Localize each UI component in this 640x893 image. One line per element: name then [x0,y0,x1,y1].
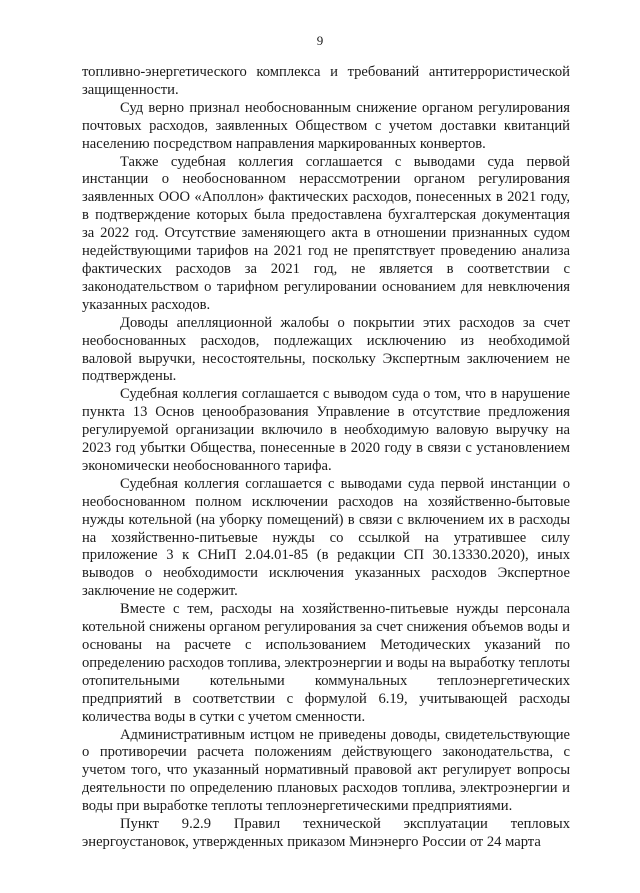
paragraph-appeal-arguments: Доводы апелляционной жалобы о покрытии этих расходов за счет необоснованных расходов, подлежащих исключению из необходимой валовой выручки, несостоятельны, поскольку Экспертным заключением не подтверждены. [82,314,570,385]
paragraph-postal-expenses: Суд верно признал необоснованным снижение органом регулирования почтовых расходов, заявленных Обществом с учетом доставки квитанций населению посредством направления маркированных конвертов. [82,99,570,152]
page-number: 9 [316,33,324,48]
document-body [82,64,570,852]
paragraph-drinking-water-needs: Вместе с тем, расходы на хозяйственно-питьевые нужды персонала котельной снижены органом регулирования за счет снижения объемов воды и основаны на расчете с использованием Методических указаний по определению расходов топлива, электроэнергии и воды на выработку теплоты отопительными котельными коммунальных теплоэнергетических предприятий в соответствии с формулой 6.19, учитывающей расходы количества воды в сутки с учетом сменности. [82,601,570,725]
paragraph-rules-clause: Пункт 9.2.9 Правил технической эксплуатации тепловых энергоустановок, утвержденных приказом Минэнерго России от 24 марта [82,816,570,850]
paragraph-losses-2020: Судебная коллегия соглашается с выводом суда о том, что в нарушение пункта 13 Основ ценообразования Управление в отсутствие предложения регулируемой организации включило в необходимую валовую выручку на 2023 год убытки Общества, понесенные в 2020 году в связи с установлением экономически необоснованного тарифа. [82,386,570,474]
paragraph-actual-expenses-2021: Также судебная коллегия соглашается с выводами суда первой инстанции о необоснованном нерассмотрении органом регулирования заявленных ООО «Аполлон» фактических расходов, понесенных в 2021 году, в подтверждение которых была предоставлена бухгалтерская документация за 2022 год. Отсутствие заменяющего акта в отношении признанных судом недействующими тарифов на 2021 год не препятствует проведению анализа фактических расходов за 2021 год, не является в соответствии с законодательством о тарифном регулировании основанием для невключения указанных расходов. [82,153,570,313]
paragraph-household-needs: Судебная коллегия соглашается с выводами суда первой инстанции о необоснованном полном исключении расходов на хозяйственно-бытовые нужды котельной (на уборку помещений) в связи с включением их в расходы на хозяйственно-питьевые нужды со ссылкой на утратившее силу приложение 3 к СНиП 2.04.01-85 (в редакции СП 30.13330.2020), иных выводов о необходимости исключения указанных расходов Экспертное заключение не содержит. [82,475,570,600]
paragraph-plaintiff-arguments: Административным истцом не приведены доводы, свидетельствующие о противоречии расчета положениям действующего законодательства, с учетом того, что указанный нормативный правовой акт регулирует вопросы деятельности по определению плановых расходов топлива, электроэнергии и воды при выработке теплоты теплоэнергетическими предприятиями. [82,726,570,815]
paragraph-continuation: топливно-энергетического комплекса и требований антитеррористической защищенности. [82,64,570,98]
